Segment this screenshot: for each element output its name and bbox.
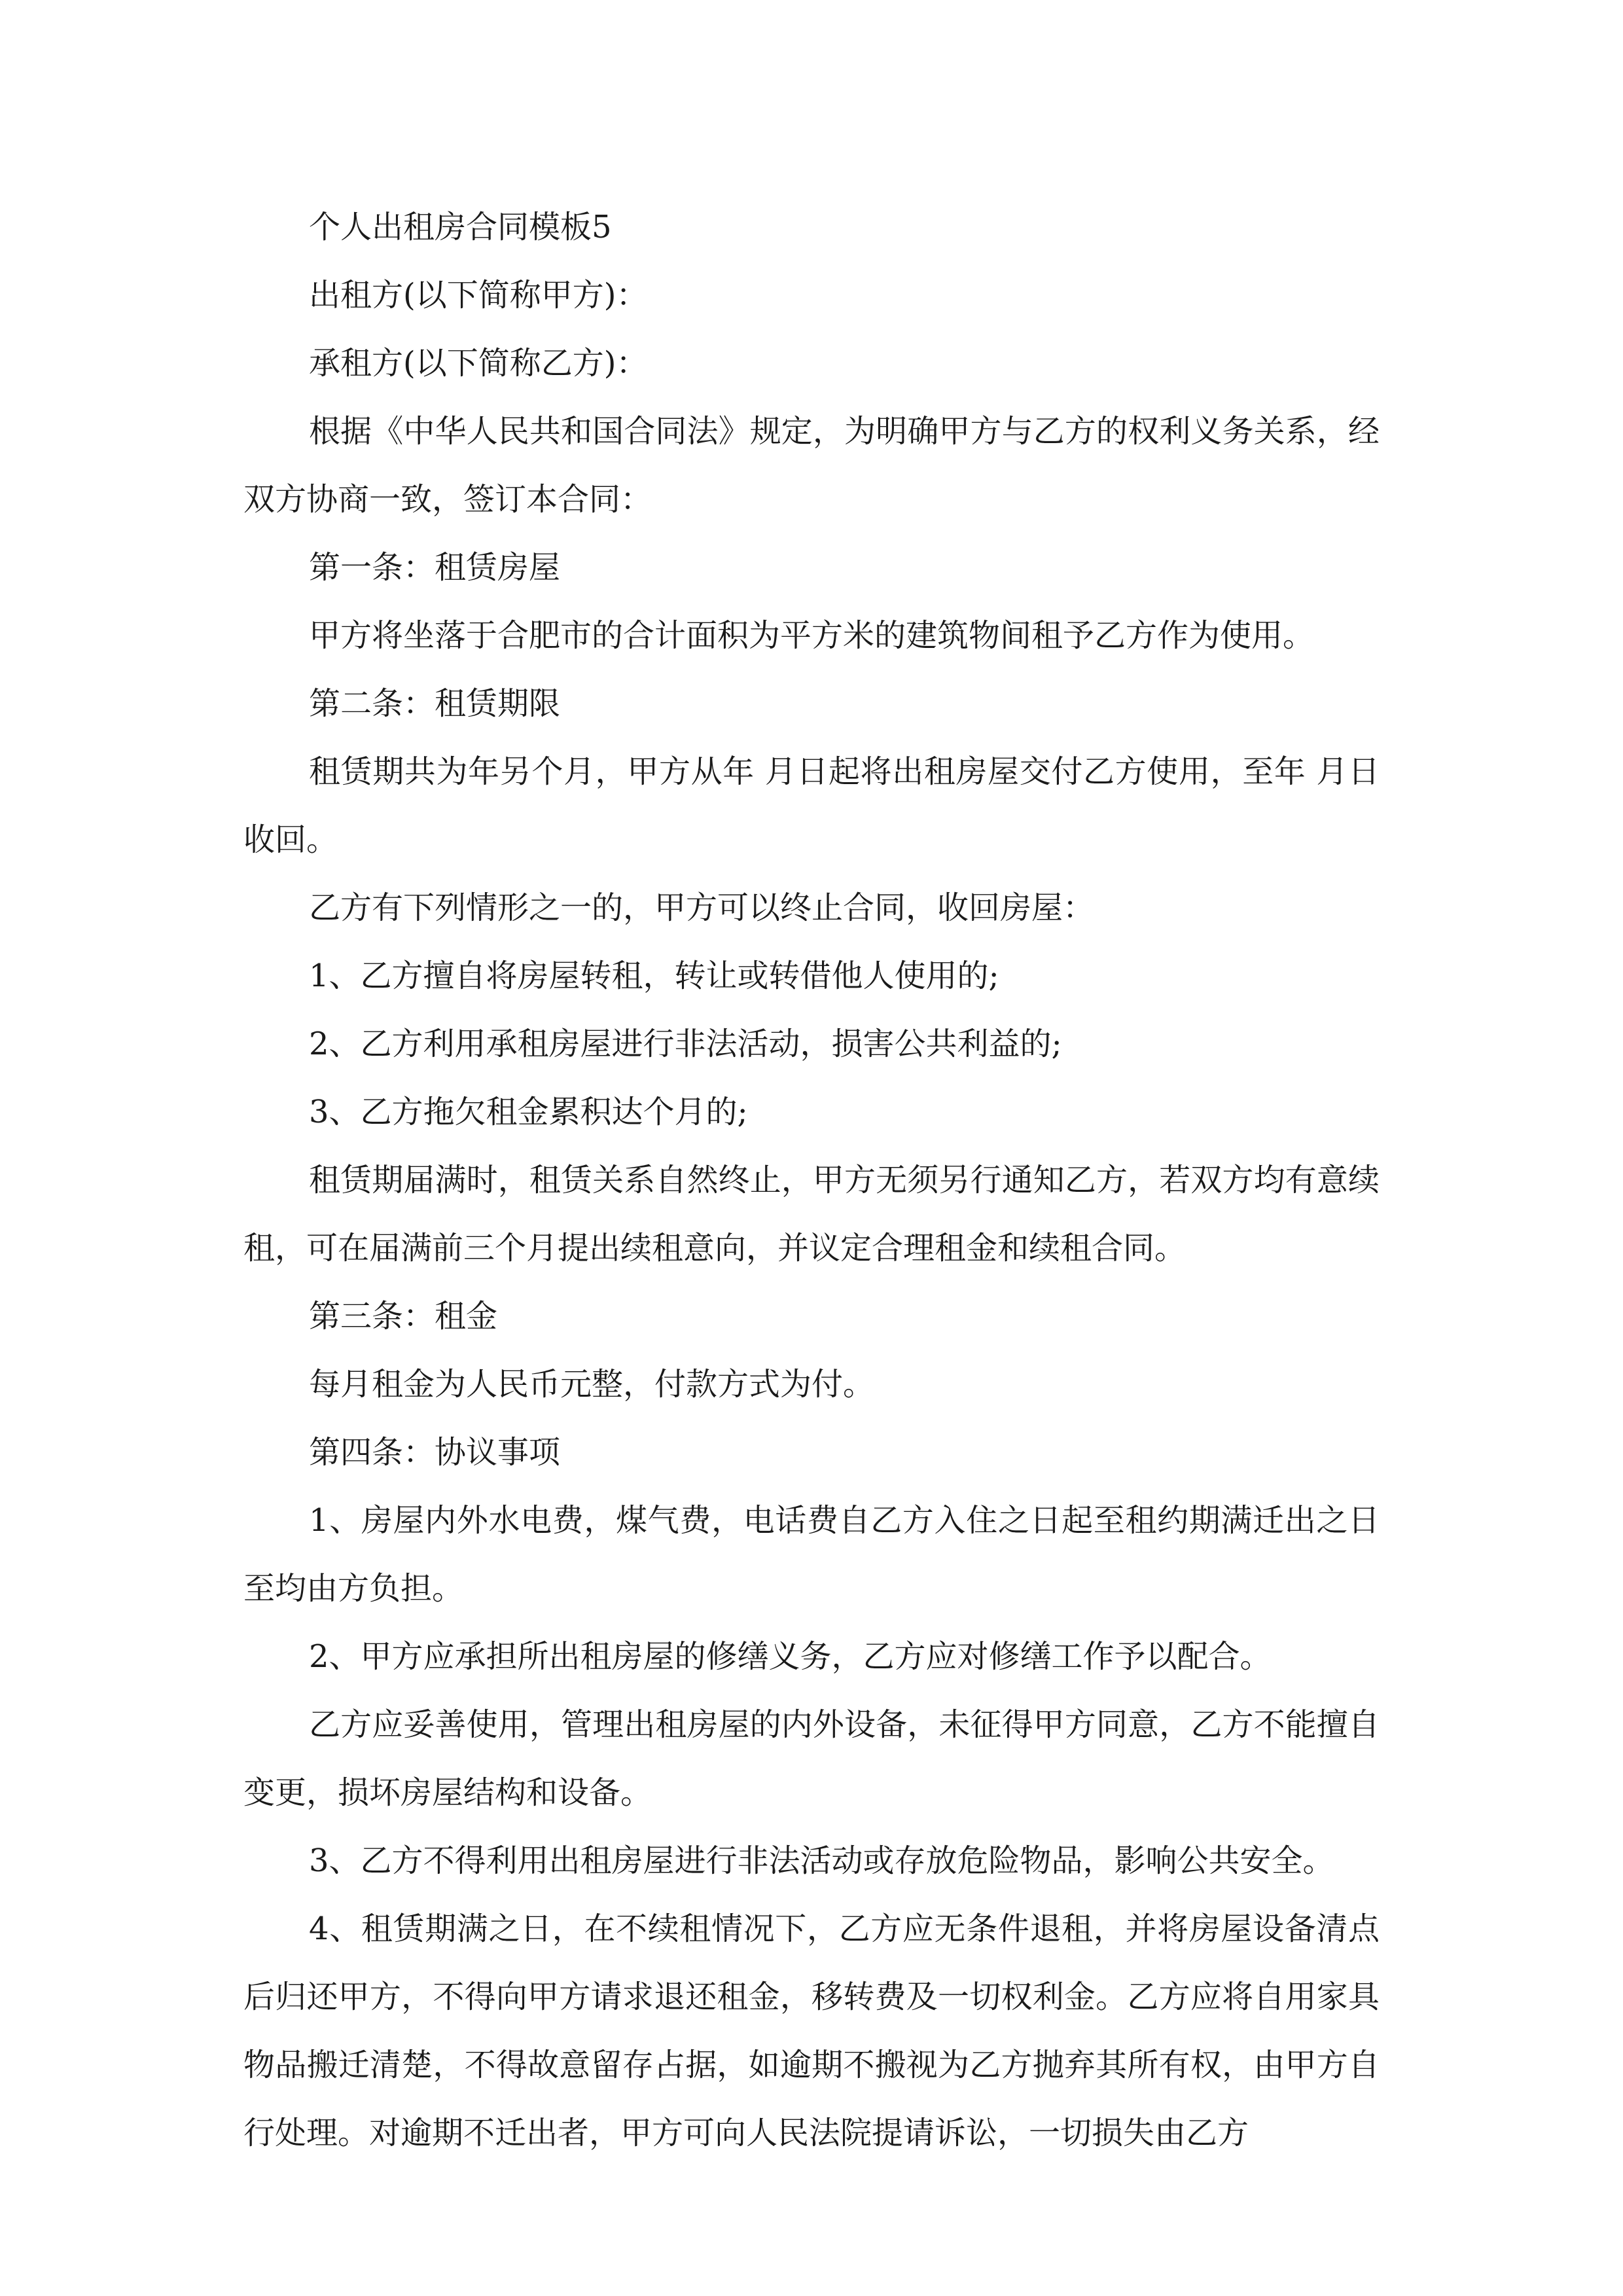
document-body: [243, 193, 1380, 2167]
article-3-heading: 第三条：租金: [309, 1298, 498, 1335]
article-4-item-2-note: 乙方应妥善使用，管理出租房屋的内外设备，未征得甲方同意，乙方不能擅自变更，损坏房屋结构和设备。: [243, 1706, 1380, 1811]
preamble-paragraph: 根据《中华人民共和国合同法》规定，为明确甲方与乙方的权利义务关系，经双方协商一致，签订本合同：: [243, 413, 1380, 518]
renewal-paragraph: 租赁期届满时，租赁关系自然终止，甲方无须另行通知乙方，若双方均有意续租，可在届满前三个月提出续租意向，并议定合理租金和续租合同。: [243, 1162, 1380, 1266]
article-4-heading: 第四条：协议事项: [309, 1434, 561, 1471]
termination-item-2: 2、乙方利用承租房屋进行非法活动，损害公共利益的;: [309, 1026, 1062, 1062]
article-4-item-3: 3、乙方不得利用出租房屋进行非法活动或存放危险物品，影响公共安全。: [309, 1842, 1334, 1879]
article-2-text: 租赁期共为年另个月，甲方从年 月日起将出租房屋交付乙方使用，至年 月日收回。: [243, 753, 1380, 858]
termination-intro: 乙方有下列情形之一的，甲方可以终止合同，收回房屋：: [309, 889, 1095, 926]
document-title: 个人出租房合同模板5: [309, 209, 612, 245]
article-2-heading: 第二条：租赁期限: [309, 685, 561, 722]
article-4-item-1: 1、房屋内外水电费，煤气费，电话费自乙方入住之日起至租约期满迁出之日至均由方负担。: [243, 1502, 1380, 1607]
article-4-item-4: 4、租赁期满之日，在不续租情况下，乙方应无条件退租，并将房屋设备清点后归还甲方，不得向甲方请求退还租金，移转费及一切权利金。乙方应将自用家具物品搬迁清楚，不得故意留存占据，如逾期不搬视为乙方抛弃其所有权，由甲方自行处理。对逾期不迁出者，甲方可向人民法院提请诉讼，一切损失由乙方: [243, 1910, 1380, 2151]
article-1-text: 甲方将坐落于合肥市的合计面积为平方米的建筑物间租予乙方作为使用。: [309, 617, 1315, 654]
lessee-line: 承租方(以下简称乙方)：: [309, 345, 648, 382]
termination-item-3: 3、乙方拖欠租金累积达个月的;: [309, 1094, 748, 1130]
lessor-line: 出租方(以下简称甲方)：: [309, 277, 648, 314]
termination-item-1: 1、乙方擅自将房屋转租，转让或转借他人使用的;: [309, 958, 999, 994]
article-3-text: 每月租金为人民币元整，付款方式为付。: [309, 1366, 875, 1403]
article-1-heading: 第一条：租赁房屋: [309, 549, 561, 586]
article-4-item-2: 2、甲方应承担所出租房屋的修缮义务，乙方应对修缮工作予以配合。: [309, 1638, 1272, 1675]
